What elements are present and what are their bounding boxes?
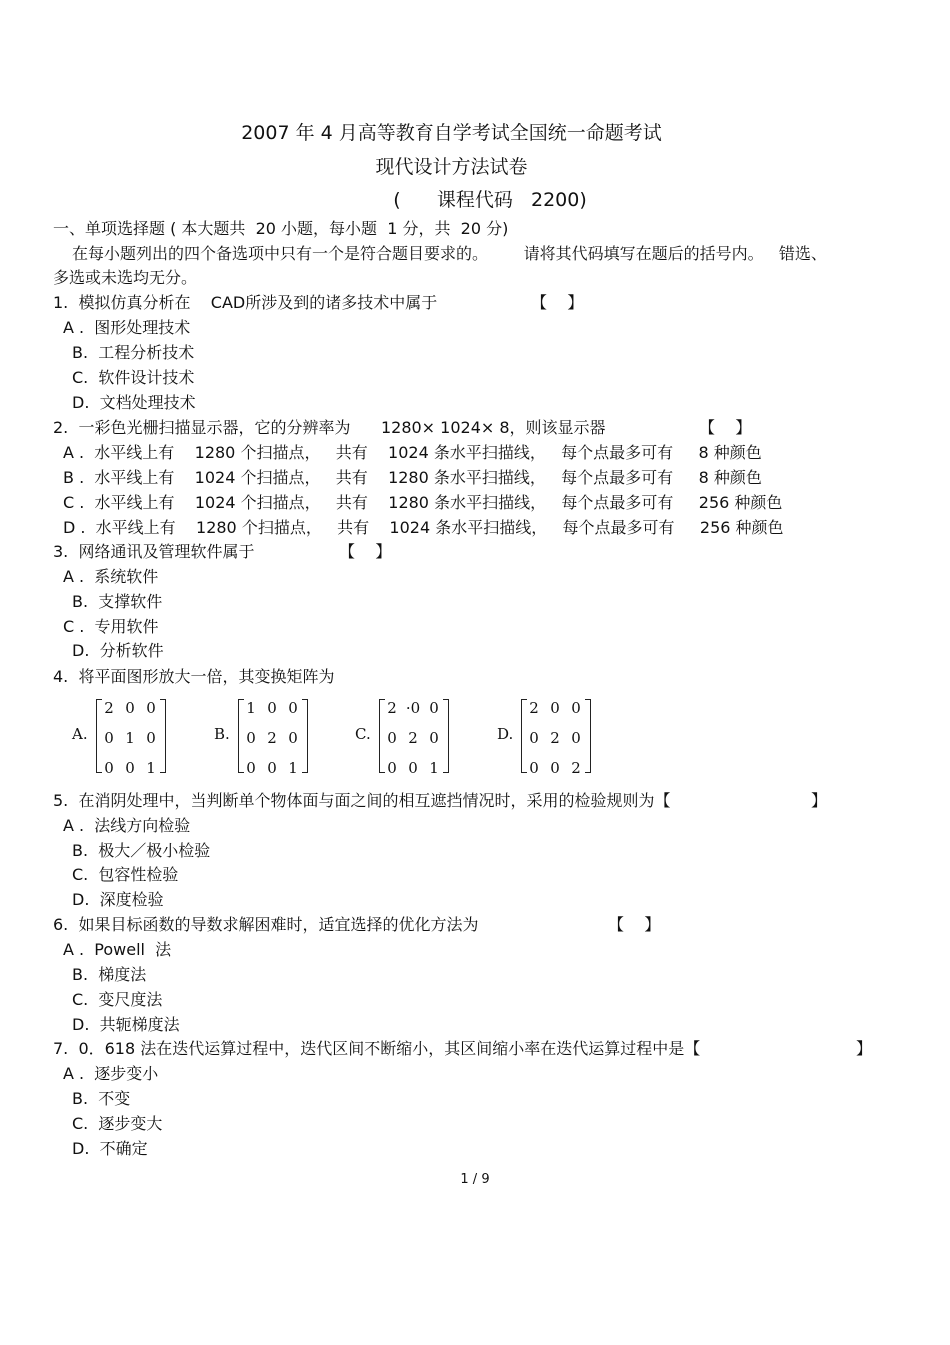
matrix-cell: 0: [125, 759, 135, 777]
matrix-option-label: D.: [497, 725, 514, 743]
matrix-option-label: C.: [355, 725, 371, 743]
question-1-option-b: B. 工程分析技术: [72, 343, 195, 362]
question-2-answer-bracket: 【 】: [699, 418, 752, 437]
question-3-option-d: D. 分析软件: [72, 641, 164, 660]
matrix-cell: 2: [104, 699, 114, 717]
question-2-option-c: C . 水平线上有 1024 个扫描点， 共有 1280 条水平扫描线， 每个点最多可有 256 种颜色: [63, 493, 783, 512]
matrix-cell: 2: [267, 729, 277, 747]
question-6-answer-bracket: 【 】: [608, 915, 661, 934]
question-3-stem: 3. 网络通讯及管理软件属于: [53, 542, 255, 561]
matrix-cell: 0: [288, 699, 298, 717]
question-6-option-d: D. 共轭梯度法: [72, 1015, 180, 1034]
matrix-cell: 1: [125, 729, 135, 747]
matrix-cell: 0: [429, 729, 439, 747]
question-5-option-a: A . 法线方向检验: [63, 816, 191, 835]
matrix-cell: 0: [146, 729, 156, 747]
matrix-cell: 0: [571, 699, 581, 717]
question-3-answer-bracket: 【 】: [339, 542, 392, 561]
question-7-stem: 7. 0．618 法在迭代运算过程中，迭代区间不断缩小，其区间缩小率在迭代运算过程中是【: [53, 1039, 701, 1058]
question-7-option-d: D. 不确定: [72, 1139, 148, 1158]
matrix-right-bracket: [443, 699, 449, 773]
matrix: [379, 697, 449, 777]
matrix-cell: 1: [146, 759, 156, 777]
question-5-option-c: C. 包容性检验: [72, 865, 179, 884]
matrix-cell: 0: [387, 729, 397, 747]
matrix-cell: 2: [571, 759, 581, 777]
matrix-cell: 0: [571, 729, 581, 747]
matrix-cell: 2: [408, 729, 418, 747]
matrix: [521, 697, 591, 777]
matrix-right-bracket: [585, 699, 591, 773]
question-3-option-b: B. 支撑软件: [72, 592, 163, 611]
question-6-stem: 6. 如果目标函数的导数求解困难时，适宜选择的优化方法为: [53, 915, 479, 934]
matrix-cell: 0: [408, 759, 418, 777]
question-2-option-b: B . 水平线上有 1024 个扫描点， 共有 1280 条水平扫描线， 每个点最多可有 8 种颜色: [63, 468, 762, 487]
matrix-cell: 0: [550, 759, 560, 777]
question-1-answer-bracket: 【 】: [531, 293, 584, 312]
section-heading: 一、单项选择题 ( 本大题共 20 小题，每小题 1 分，共 20 分): [53, 219, 509, 238]
question-4-stem: 4. 将平面图形放大一倍，其变换矩阵为: [53, 667, 335, 686]
question-5-answer-bracket: 】: [811, 791, 828, 810]
page-number: 1 / 9: [460, 1172, 490, 1187]
matrix-cell: 0: [288, 729, 298, 747]
question-6-option-a: A . Powell 法: [63, 940, 172, 959]
question-1-stem: 1. 模拟仿真分析在 CAD所涉及到的诸多技术中属于: [53, 293, 438, 312]
exam-title: 2007 年 4 月高等教育自学考试全国统一命题考试: [241, 122, 662, 144]
matrix-right-bracket: [302, 699, 308, 773]
matrix-cell: 0: [267, 759, 277, 777]
matrix: [238, 697, 308, 777]
question-7-option-b: B. 不变: [72, 1089, 131, 1108]
matrix-cell: 0: [267, 699, 277, 717]
question-1-option-d: D. 文档处理技术: [72, 393, 196, 412]
matrix-cell: ·0: [405, 699, 421, 717]
question-7-answer-bracket: 】: [856, 1039, 873, 1058]
question-1-option-c: C. 软件设计技术: [72, 368, 195, 387]
question-5-option-d: D. 深度检验: [72, 890, 164, 909]
matrix-cell: 2: [529, 699, 539, 717]
matrix-cell: 0: [550, 699, 560, 717]
matrix-cell: 1: [429, 759, 439, 777]
matrix-cell: 2: [387, 699, 397, 717]
matrix: [96, 697, 166, 777]
instruction-line-2: 多选或未选均无分。: [53, 268, 198, 287]
matrix-cell: 0: [104, 759, 114, 777]
matrix-option-label: A.: [72, 725, 88, 743]
matrix-cell: 0: [104, 729, 114, 747]
question-7-option-c: C. 逐步变大: [72, 1114, 163, 1133]
question-2-stem: 2. 一彩色光栅扫描显示器，它的分辨率为 1280× 1024× 8，则该显示器: [53, 418, 606, 437]
instruction-line-1: 在每小题列出的四个备选项中只有一个是符合题目要求的。 请将其代码填写在题后的括号内。 错选、: [72, 244, 827, 263]
matrix-option-label: B.: [214, 725, 230, 743]
matrix-cell: 0: [529, 759, 539, 777]
matrix-cell: 0: [429, 699, 439, 717]
matrix-cell: 0: [387, 759, 397, 777]
question-2-option-d: D . 水平线上有 1280 个扫描点， 共有 1024 条水平扫描线， 每个点最多可有 256 种颜色: [63, 518, 784, 537]
matrix-cell: 1: [246, 699, 256, 717]
matrix-cell: 0: [246, 729, 256, 747]
matrix-cell: 0: [529, 729, 539, 747]
question-3-option-a: A . 系统软件: [63, 567, 159, 586]
course-code: ( 课程代码 2200): [393, 189, 587, 211]
question-6-option-c: C. 变尺度法: [72, 990, 163, 1009]
exam-subtitle: 现代设计方法试卷: [375, 156, 528, 178]
question-5-option-b: B. 极大／极小检验: [72, 841, 211, 860]
question-5-stem: 5. 在消阴处理中，当判断单个物体面与面之间的相互遮挡情况时，采用的检验规则为【: [53, 791, 671, 810]
matrix-cell: 0: [146, 699, 156, 717]
matrix-cell: 0: [125, 699, 135, 717]
matrix-cell: 2: [550, 729, 560, 747]
question-3-option-c: C . 专用软件: [63, 617, 159, 636]
matrix-cell: 0: [246, 759, 256, 777]
question-7-option-a: A . 逐步变小: [63, 1064, 159, 1083]
matrix-right-bracket: [160, 699, 166, 773]
question-6-option-b: B. 梯度法: [72, 965, 147, 984]
question-1-option-a: A . 图形处理技术: [63, 318, 191, 337]
matrix-cell: 1: [288, 759, 298, 777]
question-2-option-a: A . 水平线上有 1280 个扫描点， 共有 1024 条水平扫描线， 每个点最多可有 8 种颜色: [63, 443, 762, 462]
